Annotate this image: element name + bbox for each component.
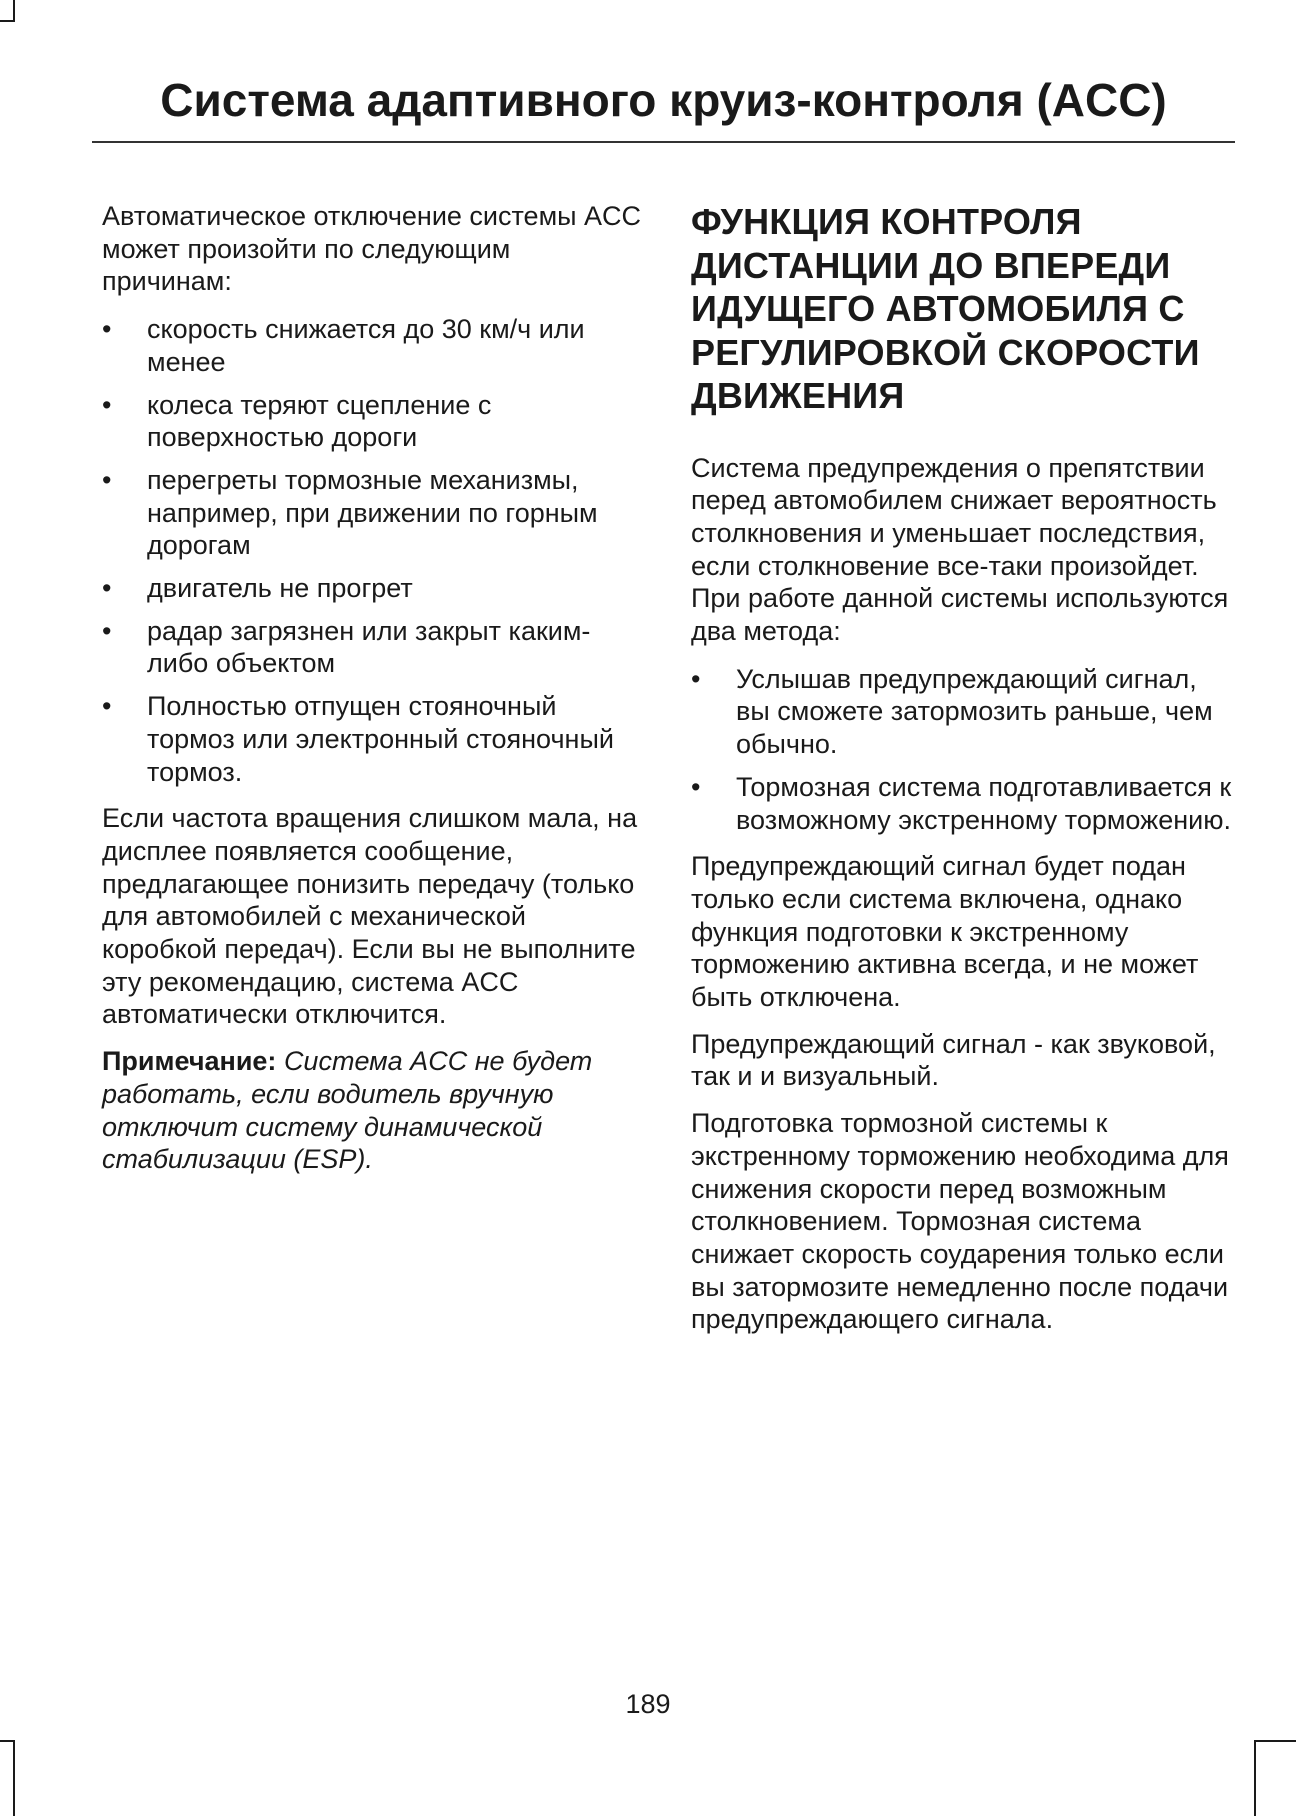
list-item [102, 313, 647, 378]
bullet-glyph: • [102, 389, 112, 420]
crop-mark-top-left-horizontal [0, 20, 15, 22]
warning-signal-paragraph: Предупреждающий сигнал будет подан только если система включена, однако функция подготовки к экстренному торможению активна всегда, и не может быть отключена. [691, 851, 1199, 1013]
list-item-text: колеса теряют сцепление с поверхностью дороги [147, 389, 492, 453]
note [102, 1045, 647, 1176]
section-heading: ФУНКЦИЯ КОНТРОЛЯ ДИСТАНЦИИ ДО ВПЕРЕДИ ИДУЩЕГО АВТОМОБИЛЯ С РЕГУЛИРОВКОЙ СКОРОСТИ ДВИЖЕНИЯ [691, 201, 1200, 416]
crop-mark-top-left-vertical [13, 0, 15, 22]
list-item [102, 690, 647, 788]
bullet-glyph: • [691, 663, 701, 694]
acc-disengage-intro: Автоматическое отключение системы ACC может произойти по следующим причинам: [102, 201, 642, 297]
list-item-text: радар загрязнен или закрыт каким-либо объектом [147, 615, 591, 679]
warning-signal-type-paragraph: Предупреждающий сигнал - как звуковой, так и и визуальный. [691, 1028, 1216, 1092]
left-column [102, 200, 647, 1190]
bullet-glyph: • [102, 615, 112, 646]
brake-preparation-paragraph: Подготовка тормозной системы к экстренному торможению необходима для снижения скорости перед возможным столкновением. Тормозная система снижает скорость соударения только если вы затормозите немедленно после подачи предупреждающего сигнала. [691, 1108, 1229, 1335]
note-text: Система ACC не будет работать, если водитель вручную отключит систему динамической стабилизации (ESP). [102, 1046, 593, 1175]
list-item-text: скорость снижается до 30 км/ч или менее [147, 314, 585, 377]
list-item [102, 615, 647, 680]
crop-mark-bottom-right-horizontal [1254, 1740, 1296, 1742]
collision-warning-methods-list [691, 663, 1236, 837]
list-item [102, 572, 647, 605]
collision-warning-intro: Система предупреждения о препятствии перед автомобилем снижает вероятность столкновения и уменьшает последствия, если столкновение все-таки произойдет. При работе данной системы используются два метода: [691, 452, 1229, 647]
bullet-glyph: • [102, 314, 112, 345]
low-rpm-paragraph: Если частота вращения слишком мала, на дисплее появляется сообщение, предлагающее понизить передачу (только для автомобилей с механической коробкой передач). Если вы не выполните эту рекомендацию, система ACC автоматически отключится. [102, 803, 638, 1030]
list-item [691, 771, 1236, 836]
crop-mark-bottom-left-vertical [13, 1740, 15, 1816]
list-item [102, 389, 647, 454]
list-item-text: перегреты тормозные механизмы, например, при движении по горным дорогам [147, 464, 598, 561]
acc-disengage-reasons-list [102, 313, 647, 788]
page-number: 189 [625, 1689, 671, 1719]
bullet-glyph: • [102, 464, 112, 495]
note-label: Примечание: [102, 1046, 277, 1077]
crop-mark-bottom-right-vertical [1254, 1740, 1256, 1816]
list-item [102, 464, 647, 562]
bullet-glyph: • [691, 771, 701, 802]
list-item [691, 663, 1236, 761]
bullet-glyph: • [102, 691, 112, 722]
list-item-text: Тормозная система подготавливается к возможному экстренному торможению. [736, 771, 1232, 835]
page-title: Система адаптивного круиз-контроля (ACC) [160, 74, 1167, 126]
list-item-text: Услышав предупреждающий сигнал, вы сможете затормозить раньше, чем обычно. [736, 663, 1213, 760]
list-item-text: двигатель не прогрет [147, 573, 413, 604]
title-divider [92, 141, 1235, 143]
list-item-text: Полностью отпущен стояночный тормоз или электронный стояночный тормоз. [147, 691, 614, 787]
bullet-glyph: • [102, 573, 112, 604]
right-column [691, 200, 1236, 1350]
